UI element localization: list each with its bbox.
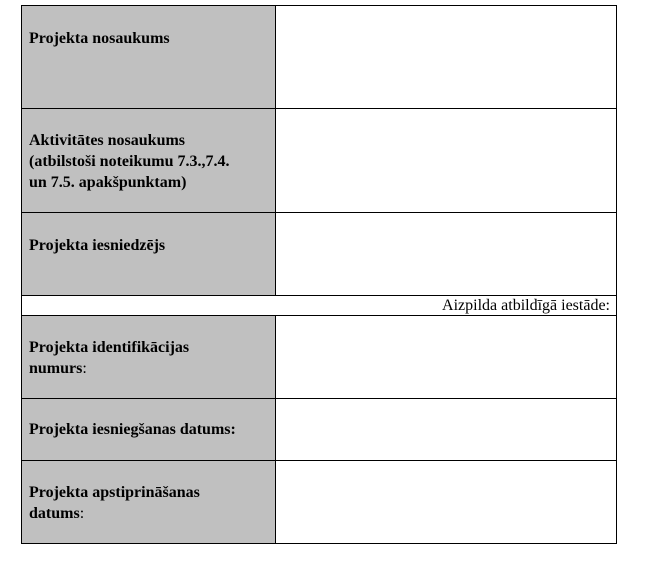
approval-date-label-colon: :	[79, 505, 85, 522]
form-row-institution-note	[22, 296, 617, 316]
project-name-label: Projekta nosaukums	[29, 30, 170, 47]
activity-name-label-cell	[22, 109, 276, 213]
approval-date-label	[22, 461, 275, 524]
form-row-project-name	[22, 6, 617, 109]
identification-number-label	[22, 316, 275, 379]
form-row-approval-date	[22, 461, 617, 544]
approval-date-label-cell	[22, 461, 276, 544]
identification-number-field[interactable]	[276, 316, 617, 399]
project-name-field[interactable]	[276, 6, 617, 109]
form-row-submission-date	[22, 399, 617, 461]
activity-name-field[interactable]	[276, 109, 617, 213]
form-row-applicant	[22, 213, 617, 296]
submission-date-field[interactable]	[276, 399, 617, 461]
identification-number-label-colon: :	[82, 360, 87, 377]
institution-note: Aizpilda atbildīgā iestāde:	[22, 296, 617, 316]
project-form-table	[21, 5, 617, 544]
applicant-label-cell	[22, 213, 276, 296]
approval-date-label-text: Projekta apstiprināšanas datums	[29, 484, 200, 522]
approval-date-field[interactable]	[276, 461, 617, 544]
identification-number-label-cell	[22, 316, 276, 399]
form-row-identification-number	[22, 316, 617, 399]
form-row-activity-name	[22, 109, 617, 213]
identification-number-label-text: Projekta identifikācijas numurs	[29, 339, 190, 377]
project-name-label-cell	[22, 6, 276, 109]
submission-date-label-cell	[22, 399, 276, 461]
submission-date-label: Projekta iesniegšanas datums:	[29, 421, 236, 438]
applicant-field[interactable]	[276, 213, 617, 296]
applicant-label: Projekta iesniedzējs	[29, 237, 166, 254]
activity-name-label: Aktivitātes nosaukums (atbilstoši noteikumu 7.3.,7.4. un 7.5. apakšpunktam)	[29, 132, 230, 191]
